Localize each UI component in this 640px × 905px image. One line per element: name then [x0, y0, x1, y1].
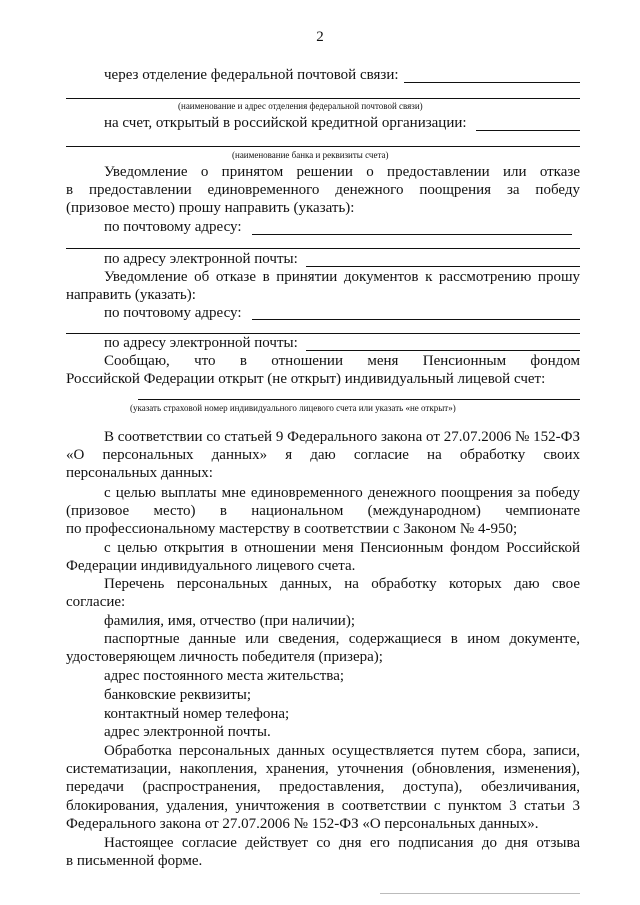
purpose-2-line-1: с целью открытия в отношении меня Пенсионным фондом Российской [104, 540, 580, 556]
notice-refusal-line-2: направить (указать): [66, 287, 196, 303]
item-passport-line-1: паспортные данные или сведения, содержащиеся в ином документе, [104, 631, 580, 647]
postal-address-label-2: по почтовому адресу: [104, 305, 242, 321]
email-address-field-1[interactable] [306, 266, 580, 267]
postal-office-caption: (наименование и адрес отделения федеральной почтовой связи) [178, 101, 423, 111]
notice-decision-line-1: Уведомление о принятом решении о предоставлении или отказе [104, 164, 580, 180]
purpose-1-line-2: (призовое место) в национальном (международном) чемпионате [66, 503, 580, 519]
postal-office-field[interactable] [404, 82, 580, 83]
item-email: адрес электронной почты. [104, 724, 271, 740]
purpose-2-line-2: Федерации индивидуального лицевого счета. [66, 558, 356, 574]
consent-intro-line-1: В соответствии со статьей 9 Федерального закона от 27.07.2006 № 152-ФЗ [104, 429, 580, 445]
postal-address-field-1[interactable] [252, 234, 572, 235]
email-address-field-2[interactable] [306, 350, 580, 351]
processing-line-3: передачи (распространения, предоставления, доступа), обезличивания, [66, 779, 580, 795]
email-address-label-2: по адресу электронной почты: [104, 335, 298, 351]
postal-office-label: через отделение федеральной почтовой связи: [104, 67, 399, 83]
purpose-1-line-3: по профессиональному мастерству в соответствии с Законом № 4-950; [66, 521, 518, 537]
postal-office-address-field[interactable] [66, 98, 580, 99]
processing-line-1: Обработка персональных данных осуществляется путем сбора, записи, [104, 743, 580, 759]
item-passport-line-2: удостоверяющем личность победителя (призера); [66, 649, 383, 665]
scan-artifact-line [380, 893, 580, 894]
bank-caption: (наименование банка и реквизиты счета) [232, 150, 389, 160]
data-list-intro-line-1: Перечень персональных данных, на обработку которых даю свое [104, 576, 580, 592]
consent-intro-line-3: персональных данных: [66, 465, 213, 481]
notice-decision-line-3: (призовое место) прошу направить (указать): [66, 200, 355, 216]
pension-fund-line-2: Российской Федерации открыт (не открыт) индивидуальный лицевой счет: [66, 371, 546, 387]
notice-refusal-line-1: Уведомление об отказе в принятии документов к рассмотрению прошу [104, 269, 580, 285]
pension-caption: (указать страховой номер индивидуального лицевого счета или указать «не открыт») [130, 403, 456, 413]
item-bank: банковские реквизиты; [104, 687, 252, 703]
item-phone: контактный номер телефона; [104, 706, 290, 722]
pension-fund-line-1: Сообщаю, что в отношении меня Пенсионным фондом [104, 353, 580, 369]
item-address: адрес постоянного места жительства; [104, 668, 345, 684]
pension-account-field[interactable] [138, 399, 580, 400]
item-name: фамилия, имя, отчество (при наличии); [104, 613, 355, 629]
postal-address-field-2[interactable] [252, 319, 580, 320]
processing-line-5: Федерального закона от 27.07.2006 № 152-ФЗ «О персональных данных». [66, 816, 539, 832]
bank-details-field[interactable] [66, 146, 580, 147]
bank-account-label: на счет, открытый в российской кредитной организации: [104, 115, 467, 131]
validity-line-2: в письменной форме. [66, 853, 203, 869]
notice-decision-line-2: в предоставлении единовременного денежного поощрения за победу [66, 182, 580, 198]
bank-account-field[interactable] [476, 130, 580, 131]
postal-address-label-1: по почтовому адресу: [104, 219, 242, 235]
page-number: 2 [316, 29, 324, 45]
validity-line-1: Настоящее согласие действует со дня его подписания до дня отзыва [104, 835, 580, 851]
data-list-intro-line-2: согласие: [66, 594, 126, 610]
processing-line-4: блокирования, удаления, уничтожения в соответствии с пунктом 3 статьи 3 [66, 798, 580, 814]
email-address-label-1: по адресу электронной почты: [104, 251, 298, 267]
postal-address-field-1b[interactable] [66, 248, 580, 249]
purpose-1-line-1: с целью выплаты мне единовременного денежного поощрения за победу [104, 485, 580, 501]
consent-intro-line-2: «О персональных данных» я даю согласие на обработку своих [66, 447, 580, 463]
processing-line-2: систематизации, накопления, хранения, уточнения (обновления, изменения), [66, 761, 580, 777]
